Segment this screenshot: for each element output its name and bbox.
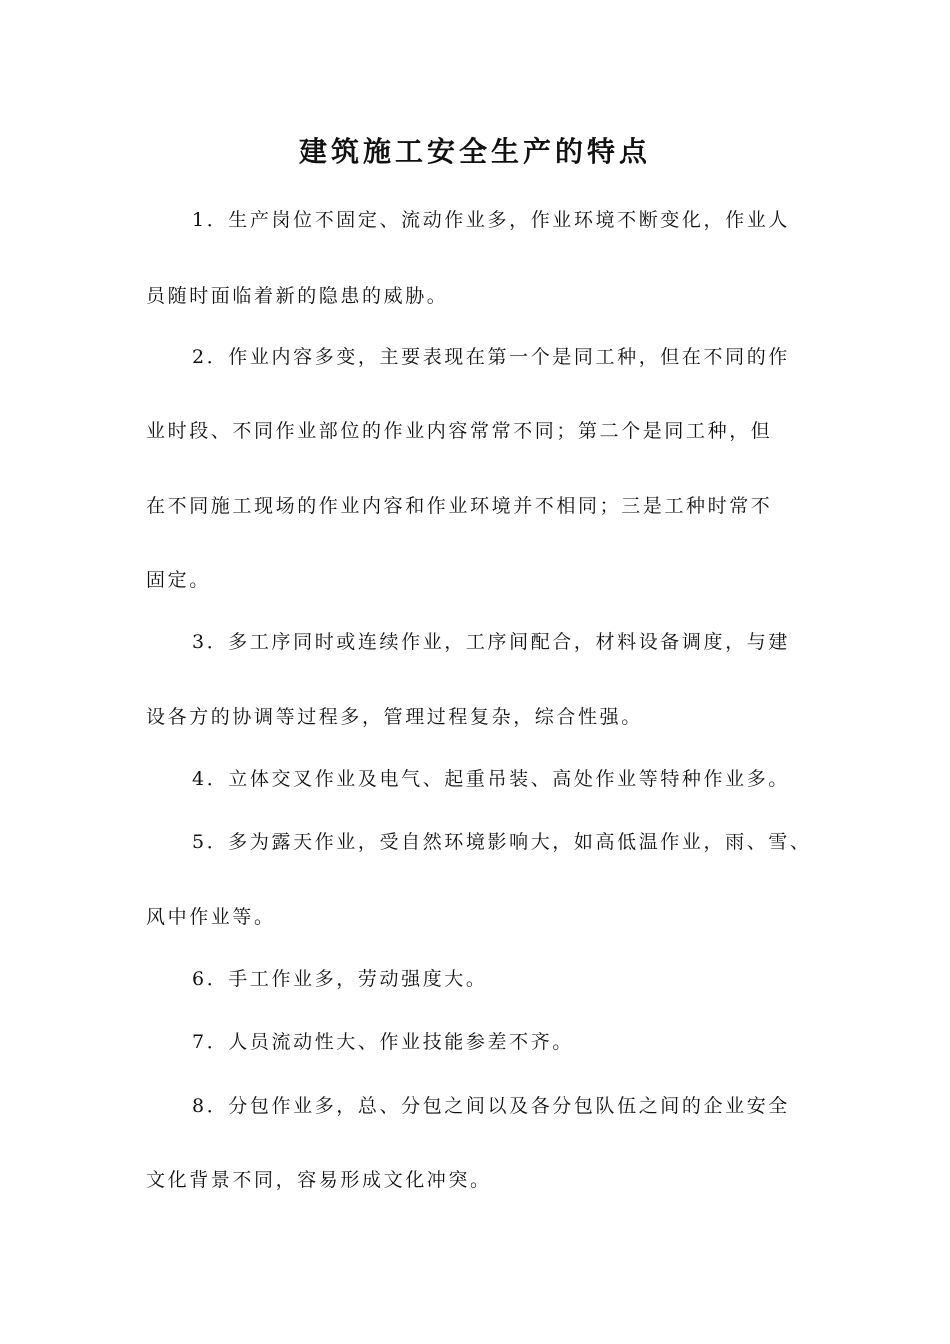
item-2-line-4: 固定。: [146, 569, 211, 591]
item-2-line-2: 业时段、不同作业部位的作业内容常常不同；第二个是同工种，但: [146, 420, 773, 442]
item-4-line-1: 4．立体交叉作业及电气、起重吊装、高处作业等特种作业多。: [192, 768, 790, 790]
item-5-line-1: 5．多为露天作业，受自然环境影响大，如高低温作业，雨、雪、: [192, 831, 812, 853]
item-7-line-1: 7．人员流动性大、作业技能参差不齐。: [192, 1031, 574, 1053]
item-1-line-2: 员随时面临着新的隐患的威胁。: [146, 285, 449, 307]
item-2-line-1: 2．作业内容多变，主要表现在第一个是同工种，但在不同的作: [192, 346, 790, 368]
item-8-line-1: 8．分包作业多，总、分包之间以及各分包队伍之间的企业安全: [192, 1095, 790, 1117]
item-3-line-2: 设各方的协调等过程多，管理过程复杂，综合性强。: [146, 706, 643, 728]
item-3-line-1: 3．多工序同时或连续作业，工序间配合，材料设备调度，与建: [192, 631, 790, 653]
document-title: 建筑施工安全生产的特点: [298, 135, 651, 168]
item-2-line-3: 在不同施工现场的作业内容和作业环境并不相同；三是工种时常不: [146, 495, 773, 517]
item-8-line-2: 文化背景不同，容易形成文化冲突。: [146, 1169, 492, 1191]
item-6-line-1: 6．手工作业多，劳动强度大。: [192, 968, 488, 990]
item-5-line-2: 风中作业等。: [146, 906, 276, 928]
item-1-line-1: 1．生产岗位不固定、流动作业多，作业环境不断变化，作业人: [192, 209, 790, 231]
